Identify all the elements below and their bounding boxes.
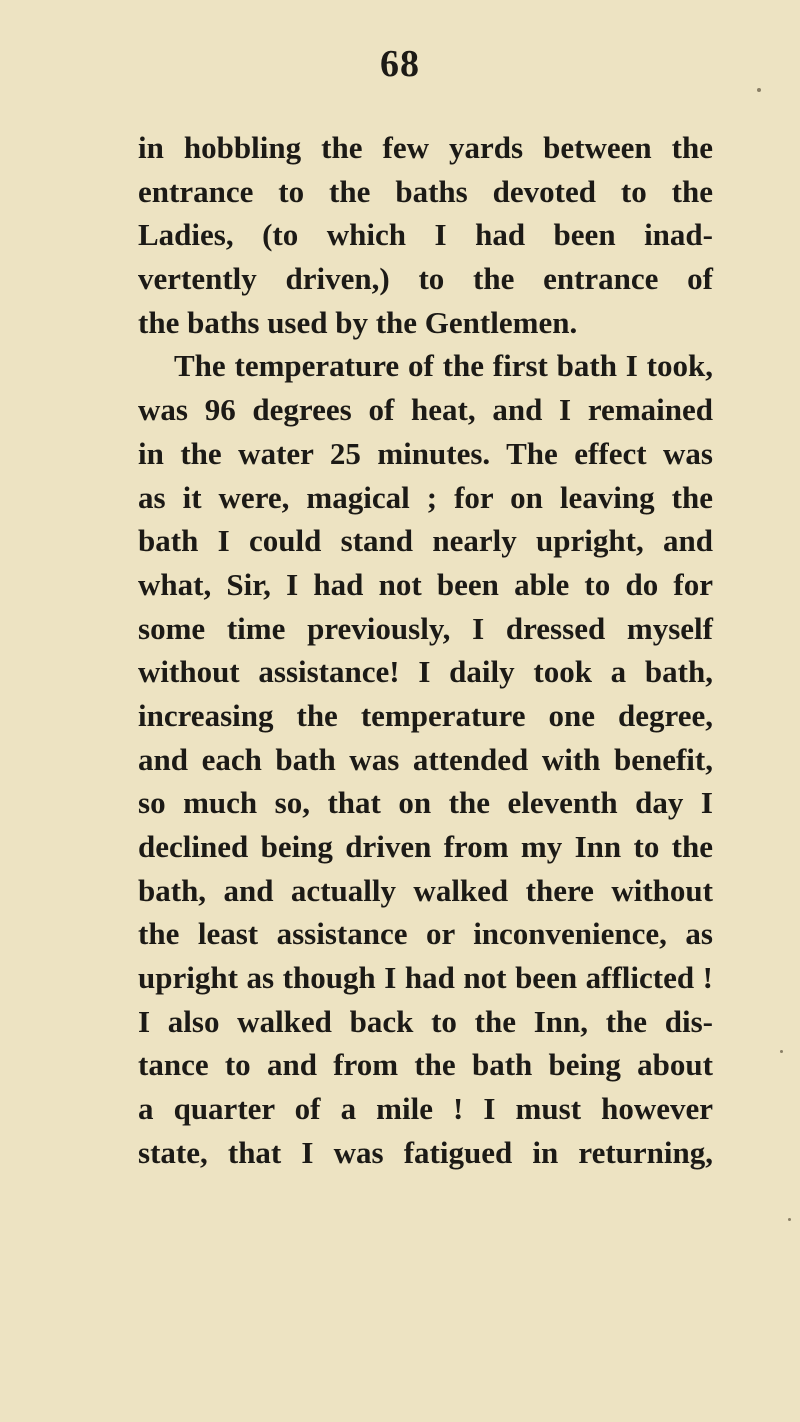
text-line: increasing the temperature one degree,: [138, 697, 713, 733]
paper-speck: [757, 88, 761, 92]
text-line: some time previously, I dressed myself: [138, 610, 713, 646]
text-line: without assistance! I daily took a bath,: [138, 654, 713, 690]
text-line: was 96 degrees of heat, and I remained: [138, 392, 713, 428]
text-line: as it were, magical ; for on leaving the: [138, 479, 713, 515]
text-line: The temperature of the first bath I took,: [174, 348, 713, 384]
body-text: [138, 126, 713, 1175]
text-line: in hobbling the few yards between the: [138, 130, 713, 165]
text-line: entrance to the baths devoted to the: [138, 173, 713, 209]
text-line: Ladies, (to which I had been inad-: [138, 217, 713, 253]
text-line: a quarter of a mile ! I must however: [138, 1091, 713, 1127]
text-line: in the water 25 minutes. The effect was: [138, 435, 713, 471]
text-line: state, that I was fatigued in returning,: [138, 1134, 713, 1170]
text-line: bath I could stand nearly upright, and: [138, 523, 713, 559]
text-line: what, Sir, I had not been able to do for: [138, 566, 713, 602]
text-line: the baths used by the Gentlemen.: [138, 304, 578, 340]
paper-speck: [780, 1050, 783, 1053]
text-line: bath, and actually walked there without: [138, 872, 713, 908]
paper-speck: [788, 1218, 791, 1221]
text-line: vertently driven,) to the entrance of: [138, 261, 713, 297]
page-number: 68: [380, 43, 420, 85]
text-line: the least assistance or inconvenience, as: [138, 916, 713, 952]
text-line: tance to and from the bath being about: [138, 1047, 713, 1083]
text-line: so much so, that on the eleventh day I: [138, 785, 713, 821]
text-line: I also walked back to the Inn, the dis-: [138, 1003, 713, 1039]
text-line: and each bath was attended with benefit,: [138, 741, 713, 777]
text-line: upright as though I had not been afflicted !: [138, 960, 713, 996]
text-line: declined being driven from my Inn to the: [138, 829, 713, 864]
